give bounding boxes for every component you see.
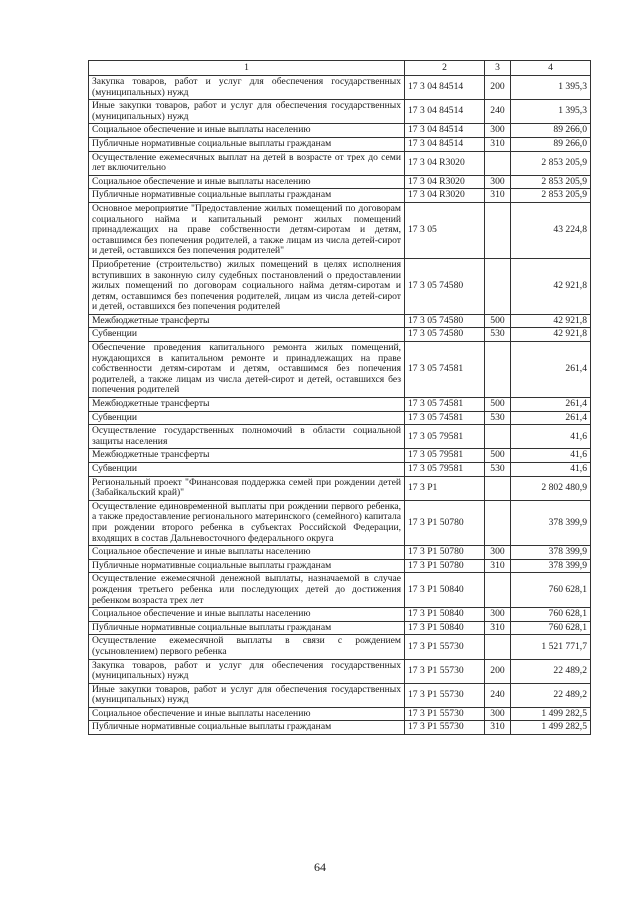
row-amount-cell: 2 853 205,9 <box>511 175 591 189</box>
row-amount-cell: 89 266,0 <box>511 124 591 138</box>
row-code-cell: 17 3 05 74580 <box>405 258 485 314</box>
table-row <box>89 124 591 138</box>
row-code-cell: 17 3 04 84514 <box>405 137 485 151</box>
row-amount-cell: 2 853 205,9 <box>511 151 591 175</box>
row-expense-type-cell: 310 <box>485 189 511 203</box>
row-code-cell: 17 3 P1 55730 <box>405 721 485 735</box>
table-row <box>89 342 591 398</box>
table-row <box>89 621 591 635</box>
row-amount-cell: 378 399,9 <box>511 546 591 560</box>
row-expense-type-cell: 310 <box>485 721 511 735</box>
row-code-cell: 17 3 05 79581 <box>405 449 485 463</box>
row-expense-type-cell: 500 <box>485 449 511 463</box>
row-expense-type-cell: 500 <box>485 314 511 328</box>
row-name-cell: Межбюджетные трансферты <box>89 398 405 412</box>
row-expense-type-cell: 300 <box>485 175 511 189</box>
row-name-cell: Публичные нормативные социальные выплаты гражданам <box>89 621 405 635</box>
row-amount-cell: 42 921,8 <box>511 314 591 328</box>
row-amount-cell: 2 853 205,9 <box>511 189 591 203</box>
row-expense-type-cell: 530 <box>485 463 511 477</box>
row-code-cell: 17 3 04 R3020 <box>405 151 485 175</box>
row-code-cell: 17 3 P1 50840 <box>405 608 485 622</box>
row-code-cell: 17 3 05 74581 <box>405 411 485 425</box>
row-amount-cell: 1 499 282,5 <box>511 721 591 735</box>
row-amount-cell: 261,4 <box>511 411 591 425</box>
row-code-cell: 17 3 04 R3020 <box>405 175 485 189</box>
header-expense-type-column: 3 <box>485 61 511 76</box>
row-code-cell: 17 3 P1 55730 <box>405 707 485 721</box>
row-name-cell: Субвенции <box>89 463 405 477</box>
row-name-cell: Иные закупки товаров, работ и услуг для обеспечения государственных (муниципальных) нужд <box>89 683 405 707</box>
row-expense-type-cell: 530 <box>485 411 511 425</box>
row-expense-type-cell <box>485 500 511 545</box>
row-code-cell: 17 3 04 84514 <box>405 76 485 100</box>
table-row <box>89 76 591 100</box>
table-row <box>89 476 591 500</box>
row-expense-type-cell <box>485 342 511 398</box>
row-amount-cell: 41,6 <box>511 463 591 477</box>
row-expense-type-cell: 310 <box>485 621 511 635</box>
row-code-cell: 17 3 05 74580 <box>405 328 485 342</box>
row-name-cell: Основное мероприятие "Предоставление жилых помещений по договорам социального найма и капитальный ремонт жилых помещений принадлежащих на праве собственности детям-сиротам и детям, оставшимся без попечения родителей, а также лицам из числа детей-сирот и детей, оставшихся без попечения родителей" <box>89 202 405 258</box>
table-row <box>89 175 591 189</box>
table-row <box>89 100 591 124</box>
row-amount-cell: 41,6 <box>511 425 591 449</box>
row-code-cell: 17 3 P1 55730 <box>405 635 485 659</box>
table-row <box>89 314 591 328</box>
row-code-cell: 17 3 P1 50840 <box>405 621 485 635</box>
row-amount-cell: 42 921,8 <box>511 258 591 314</box>
row-name-cell: Социальное обеспечение и иные выплаты населению <box>89 175 405 189</box>
row-code-cell: 17 3 P1 55730 <box>405 683 485 707</box>
table-row <box>89 411 591 425</box>
row-name-cell: Публичные нормативные социальные выплаты гражданам <box>89 189 405 203</box>
row-name-cell: Социальное обеспечение и иные выплаты населению <box>89 124 405 138</box>
row-amount-cell: 378 399,9 <box>511 500 591 545</box>
row-expense-type-cell <box>485 202 511 258</box>
row-code-cell: 17 3 04 R3020 <box>405 189 485 203</box>
row-amount-cell: 1 395,3 <box>511 76 591 100</box>
row-amount-cell: 261,4 <box>511 342 591 398</box>
row-amount-cell: 22 489,2 <box>511 683 591 707</box>
table-row <box>89 151 591 175</box>
table-row <box>89 721 591 735</box>
row-name-cell: Субвенции <box>89 411 405 425</box>
row-code-cell: 17 3 05 <box>405 202 485 258</box>
row-amount-cell: 22 489,2 <box>511 659 591 683</box>
table-body <box>89 76 591 735</box>
table-header-row <box>89 61 591 76</box>
row-name-cell: Межбюджетные трансферты <box>89 449 405 463</box>
table-row <box>89 659 591 683</box>
row-expense-type-cell: 300 <box>485 608 511 622</box>
row-code-cell: 17 3 05 74581 <box>405 342 485 398</box>
row-expense-type-cell: 300 <box>485 707 511 721</box>
table-row <box>89 258 591 314</box>
row-amount-cell: 1 521 771,7 <box>511 635 591 659</box>
row-name-cell: Закупка товаров, работ и услуг для обеспечения государственных (муниципальных) нужд <box>89 659 405 683</box>
table-row <box>89 546 591 560</box>
row-amount-cell: 378 399,9 <box>511 559 591 573</box>
row-name-cell: Социальное обеспечение и иные выплаты населению <box>89 546 405 560</box>
row-name-cell: Социальное обеспечение и иные выплаты населению <box>89 707 405 721</box>
row-name-cell: Публичные нормативные социальные выплаты гражданам <box>89 559 405 573</box>
table-row <box>89 707 591 721</box>
row-amount-cell: 760 628,1 <box>511 573 591 608</box>
row-amount-cell: 89 266,0 <box>511 137 591 151</box>
row-name-cell: Осуществление единовременной выплаты при рождении первого ребенка, а также предоставление регионального материнского (семейного) капитала при рождении второго ребенка в субъектах Российской Федерации, входящих в состав Дальневосточного федерального округа <box>89 500 405 545</box>
row-expense-type-cell: 200 <box>485 76 511 100</box>
row-name-cell: Осуществление государственных полномочий в области социальной защиты населения <box>89 425 405 449</box>
row-amount-cell: 760 628,1 <box>511 608 591 622</box>
header-amount-column: 4 <box>511 61 591 76</box>
row-name-cell: Осуществление ежемесячной выплаты в связи с рождением (усыновлением) первого ребенка <box>89 635 405 659</box>
row-expense-type-cell <box>485 258 511 314</box>
row-code-cell: 17 3 05 79581 <box>405 425 485 449</box>
row-expense-type-cell: 200 <box>485 659 511 683</box>
row-amount-cell: 261,4 <box>511 398 591 412</box>
row-expense-type-cell: 500 <box>485 398 511 412</box>
table-row <box>89 463 591 477</box>
row-name-cell: Региональный проект "Финансовая поддержка семей при рождении детей (Забайкальский край)" <box>89 476 405 500</box>
row-code-cell: 17 3 P1 <box>405 476 485 500</box>
header-code-column: 2 <box>405 61 485 76</box>
row-code-cell: 17 3 04 84514 <box>405 124 485 138</box>
table-row <box>89 500 591 545</box>
row-name-cell: Публичные нормативные социальные выплаты гражданам <box>89 137 405 151</box>
table-row <box>89 573 591 608</box>
row-code-cell: 17 3 P1 50780 <box>405 559 485 573</box>
row-amount-cell: 43 224,8 <box>511 202 591 258</box>
row-expense-type-cell: 240 <box>485 683 511 707</box>
row-amount-cell: 760 628,1 <box>511 621 591 635</box>
row-code-cell: 17 3 P1 50780 <box>405 546 485 560</box>
row-amount-cell: 1 499 282,5 <box>511 707 591 721</box>
row-expense-type-cell <box>485 151 511 175</box>
row-name-cell: Межбюджетные трансферты <box>89 314 405 328</box>
row-expense-type-cell <box>485 573 511 608</box>
row-expense-type-cell <box>485 635 511 659</box>
row-expense-type-cell <box>485 425 511 449</box>
table-row <box>89 328 591 342</box>
row-name-cell: Обеспечение проведения капитального ремонта жилых помещений, нуждающихся в капитальном ремонте и принадлежащих на праве собственности детям-сиротам и детям, оставшимся без попечения родителей, а также лицам из числа детей-сирот и детей, оставшихся без попечения родителей <box>89 342 405 398</box>
row-code-cell: 17 3 05 79581 <box>405 463 485 477</box>
row-expense-type-cell <box>485 476 511 500</box>
row-code-cell: 17 3 P1 50780 <box>405 500 485 545</box>
row-code-cell: 17 3 P1 55730 <box>405 659 485 683</box>
table-row <box>89 425 591 449</box>
row-name-cell: Осуществление ежемесячных выплат на детей в возрасте от трех до семи лет включительно <box>89 151 405 175</box>
page-number: 64 <box>314 860 326 874</box>
row-name-cell: Социальное обеспечение и иные выплаты населению <box>89 608 405 622</box>
row-expense-type-cell: 240 <box>485 100 511 124</box>
row-name-cell: Осуществление ежемесячной денежной выплаты, назначаемой в случае рождения третьего ребенка или последующих детей до достижения ребенком возраста трех лет <box>89 573 405 608</box>
row-code-cell: 17 3 04 84514 <box>405 100 485 124</box>
table-row <box>89 635 591 659</box>
header-name-column: 1 <box>89 61 405 76</box>
table-row <box>89 189 591 203</box>
row-amount-cell: 1 395,3 <box>511 100 591 124</box>
row-code-cell: 17 3 P1 50840 <box>405 573 485 608</box>
row-name-cell: Приобретение (строительство) жилых помещений в целях исполнения вступивших в законную силу судебных постановлений о предоставлении жилых помещений по договорам социального найма детям-сиротам и детям, оставшимся без попечения родителей, лицам из числа детей-сирот и детей, оставшихся без попечения родителей <box>89 258 405 314</box>
row-expense-type-cell: 310 <box>485 137 511 151</box>
table-row <box>89 398 591 412</box>
budget-table <box>88 60 591 735</box>
row-amount-cell: 41,6 <box>511 449 591 463</box>
row-code-cell: 17 3 05 74580 <box>405 314 485 328</box>
row-expense-type-cell: 530 <box>485 328 511 342</box>
row-name-cell: Субвенции <box>89 328 405 342</box>
table-row <box>89 608 591 622</box>
row-amount-cell: 2 802 480,9 <box>511 476 591 500</box>
row-name-cell: Закупка товаров, работ и услуг для обеспечения государственных (муниципальных) нужд <box>89 76 405 100</box>
row-expense-type-cell: 300 <box>485 124 511 138</box>
row-expense-type-cell: 300 <box>485 546 511 560</box>
table-row <box>89 137 591 151</box>
row-amount-cell: 42 921,8 <box>511 328 591 342</box>
row-name-cell: Иные закупки товаров, работ и услуг для обеспечения государственных (муниципальных) нужд <box>89 100 405 124</box>
table-row <box>89 559 591 573</box>
row-name-cell: Публичные нормативные социальные выплаты гражданам <box>89 721 405 735</box>
row-expense-type-cell: 310 <box>485 559 511 573</box>
table-row <box>89 449 591 463</box>
row-code-cell: 17 3 05 74581 <box>405 398 485 412</box>
table-row <box>89 202 591 258</box>
table-row <box>89 683 591 707</box>
